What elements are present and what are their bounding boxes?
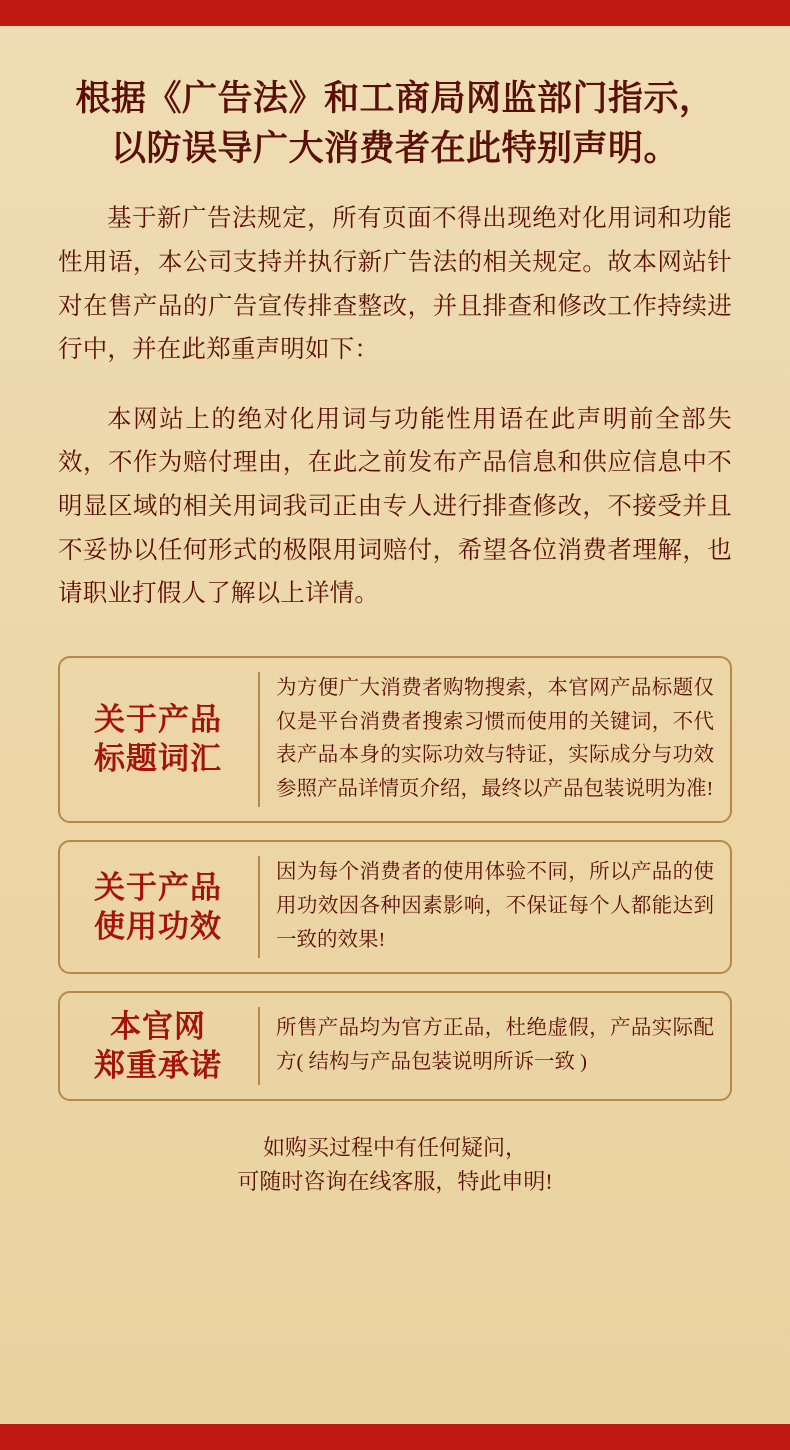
card-body-text: 所售产品均为官方正品，杜绝虚假，产品实际配方( 结构与产品包装说明所诉一致 ) bbox=[276, 1016, 714, 1073]
card-body-product-naming bbox=[260, 672, 714, 807]
card-body-text: 为方便广大消费者购物搜索，本官网产品标题仅仅是平台消费者搜索习惯而使用的关键词，不代表产品本身的实际功效与特证，实际成分与功效参照产品详情页介绍，最终以产品包装说明为准! bbox=[276, 676, 714, 801]
card-title-line-2: 使用功效 bbox=[94, 908, 222, 944]
paragraph-2: 本网站上的绝对化用词与功能性用语在此声明前全部失效，不作为赔付理由，在此之前发布产品信息和供应信息中不明显区域的相关用词我司正由专人进行排查修改，不接受并且不妥协以任何形式的极限用词赔付，希望各位消费者理解，也请职业打假人了解以上详情。 bbox=[58, 405, 732, 608]
statement-card bbox=[58, 991, 732, 1101]
paragraph-1: 基于新广告法规定，所有页面不得出现绝对化用词和功能性用语，本公司支持并执行新广告法的相关规定。故本网站针对在售产品的广告宣传排查整改，并且排查和修改工作持续进行中，并在此郑重声明如下： bbox=[58, 205, 732, 364]
card-title-product-efficacy bbox=[70, 856, 260, 957]
card-body-official-promise bbox=[260, 1007, 714, 1085]
page-title-line-2: 以防误导广大消费者在此特别声明。 bbox=[110, 128, 679, 168]
card-title-line-1: 本官网 bbox=[110, 1008, 206, 1044]
statement-card-list bbox=[58, 656, 732, 1101]
top-red-band bbox=[0, 0, 790, 26]
card-title-official-promise bbox=[70, 1007, 260, 1085]
page-title-line-1: 根据《广告法》和工商局网监部门指示， bbox=[75, 79, 715, 118]
bottom-red-band bbox=[0, 1424, 790, 1450]
card-body-product-efficacy bbox=[260, 856, 714, 957]
footer-line-1: 如购买过程中有任何疑问， bbox=[262, 1134, 527, 1160]
page-title bbox=[58, 74, 732, 173]
footer-line-2: 可随时咨询在线客服，特此申明! bbox=[237, 1168, 553, 1194]
card-title-line-1: 关于产品 bbox=[94, 702, 222, 738]
statement-card bbox=[58, 840, 732, 973]
card-title-line-1: 关于产品 bbox=[94, 869, 222, 905]
statement-card bbox=[58, 656, 732, 823]
card-body-text: 因为每个消费者的使用体验不同，所以产品的使用功效因各种因素影响，不保证每个人都能达到一致的效果! bbox=[276, 861, 714, 951]
card-title-line-2: 郑重承诺 bbox=[94, 1047, 222, 1083]
announcement-sheet bbox=[0, 26, 790, 1424]
card-title-product-naming bbox=[70, 672, 260, 807]
card-title-line-2: 标题词汇 bbox=[94, 741, 222, 777]
footer-note bbox=[58, 1131, 732, 1199]
